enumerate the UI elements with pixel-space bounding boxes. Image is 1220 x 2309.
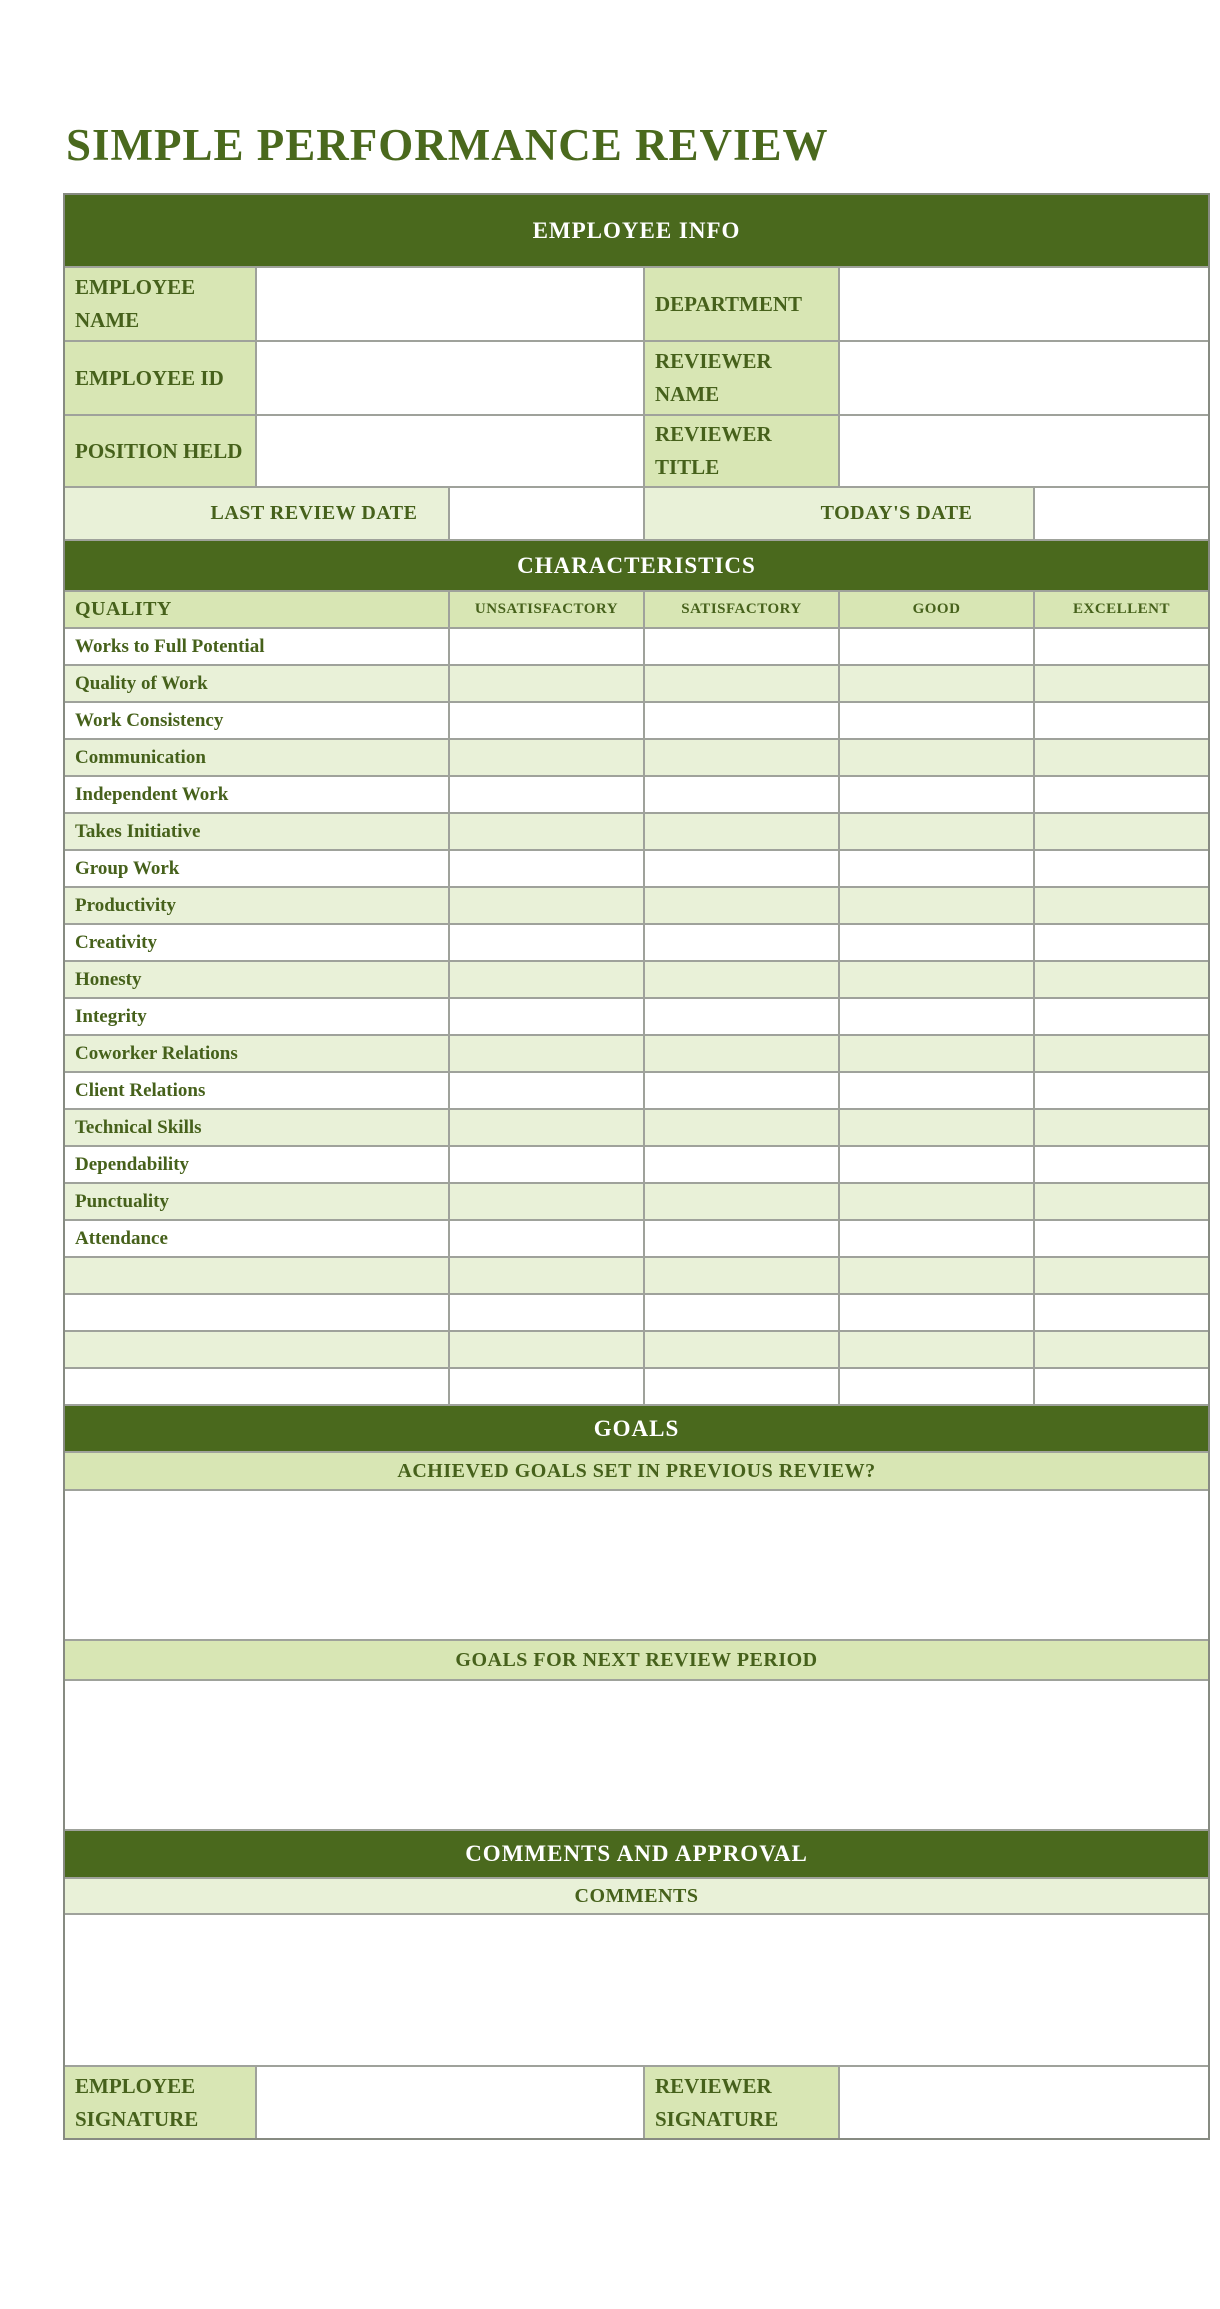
rating-cell-unsatisfactory[interactable] xyxy=(450,703,643,738)
rating-cell-satisfactory[interactable] xyxy=(645,777,838,812)
department-field[interactable] xyxy=(840,268,1208,340)
rating-cell-excellent[interactable] xyxy=(1035,1147,1208,1182)
rating-cell-excellent[interactable] xyxy=(1035,1073,1208,1108)
todays-date-label: TODAY'S DATE xyxy=(645,488,1033,539)
rating-cell-unsatisfactory[interactable] xyxy=(450,888,643,923)
rating-cell-satisfactory[interactable] xyxy=(645,851,838,886)
quality-column-header: QUALITY xyxy=(65,592,448,627)
rating-cell-good[interactable] xyxy=(840,1184,1033,1219)
rating-cell-excellent[interactable] xyxy=(1035,851,1208,886)
reviewer-name-field[interactable] xyxy=(840,342,1208,414)
rating-cell-satisfactory[interactable] xyxy=(645,962,838,997)
comments-field[interactable] xyxy=(65,1915,1208,2065)
characteristic-label: Dependability xyxy=(65,1147,448,1182)
rating-cell-good[interactable] xyxy=(840,740,1033,775)
rating-cell-unsatisfactory[interactable] xyxy=(450,629,643,664)
rating-cell-satisfactory[interactable] xyxy=(645,1221,838,1256)
rating-cell-good[interactable] xyxy=(840,814,1033,849)
characteristic-label: Punctuality xyxy=(65,1184,448,1219)
excellent-column-header: EXCELLENT xyxy=(1035,592,1208,627)
characteristic-label: Honesty xyxy=(65,962,448,997)
rating-cell-unsatisfactory[interactable] xyxy=(450,740,643,775)
rating-cell-unsatisfactory[interactable] xyxy=(450,814,643,849)
page-title: SIMPLE PERFORMANCE REVIEW xyxy=(66,120,829,170)
last-review-date-field[interactable] xyxy=(450,488,643,539)
rating-cell-excellent[interactable] xyxy=(1035,703,1208,738)
rating-cell-excellent[interactable] xyxy=(1035,925,1208,960)
rating-cell-good[interactable] xyxy=(840,925,1033,960)
characteristic-label: Coworker Relations xyxy=(65,1036,448,1071)
rating-cell-good[interactable] xyxy=(840,1332,1033,1367)
rating-cell-good[interactable] xyxy=(840,777,1033,812)
rating-cell-excellent[interactable] xyxy=(1035,1369,1208,1404)
rating-cell-good[interactable] xyxy=(840,888,1033,923)
rating-cell-satisfactory[interactable] xyxy=(645,925,838,960)
characteristic-label: Group Work xyxy=(65,851,448,886)
rating-cell-satisfactory[interactable] xyxy=(645,1369,838,1404)
next-goals-banner: GOALS FOR NEXT REVIEW PERIOD xyxy=(65,1641,1208,1679)
characteristic-label: Productivity xyxy=(65,888,448,923)
rating-cell-good[interactable] xyxy=(840,1258,1033,1293)
characteristic-label: Work Consistency xyxy=(65,703,448,738)
characteristic-label: Creativity xyxy=(65,925,448,960)
satisfactory-column-header: SATISFACTORY xyxy=(645,592,838,627)
rating-cell-good[interactable] xyxy=(840,962,1033,997)
employee-id-field[interactable] xyxy=(257,342,643,414)
rating-cell-satisfactory[interactable] xyxy=(645,888,838,923)
reviewer-name-label: REVIEWER NAME xyxy=(645,342,838,414)
characteristic-label: Quality of Work xyxy=(65,666,448,701)
characteristic-label: Takes Initiative xyxy=(65,814,448,849)
rating-cell-satisfactory[interactable] xyxy=(645,629,838,664)
goals-header: GOALS xyxy=(65,1406,1208,1451)
rating-cell-unsatisfactory[interactable] xyxy=(450,925,643,960)
position-held-label: POSITION HELD xyxy=(65,416,255,486)
rating-cell-satisfactory[interactable] xyxy=(645,1036,838,1071)
rating-cell-excellent[interactable] xyxy=(1035,1036,1208,1071)
department-label: DEPARTMENT xyxy=(645,268,838,340)
rating-cell-good[interactable] xyxy=(840,629,1033,664)
rating-cell-good[interactable] xyxy=(840,666,1033,701)
rating-cell-good[interactable] xyxy=(840,1369,1033,1404)
rating-cell-good[interactable] xyxy=(840,703,1033,738)
rating-cell-unsatisfactory[interactable] xyxy=(450,1184,643,1219)
next-goals-field[interactable] xyxy=(65,1681,1208,1829)
rating-cell-satisfactory[interactable] xyxy=(645,666,838,701)
characteristic-label: Communication xyxy=(65,740,448,775)
rating-cell-unsatisfactory[interactable] xyxy=(450,1258,643,1293)
characteristics-header: CHARACTERISTICS xyxy=(65,541,1208,590)
comments-banner: COMMENTS xyxy=(65,1879,1208,1913)
unsatisfactory-column-header: UNSATISFACTORY xyxy=(450,592,643,627)
rating-cell-excellent[interactable] xyxy=(1035,999,1208,1034)
characteristic-label xyxy=(65,1258,448,1293)
employee-name-field[interactable] xyxy=(257,268,643,340)
rating-cell-satisfactory[interactable] xyxy=(645,999,838,1034)
rating-cell-good[interactable] xyxy=(840,999,1033,1034)
performance-review-form xyxy=(63,193,1210,2140)
rating-cell-unsatisfactory[interactable] xyxy=(450,1295,643,1330)
rating-cell-satisfactory[interactable] xyxy=(645,740,838,775)
rating-cell-unsatisfactory[interactable] xyxy=(450,1036,643,1071)
rating-cell-excellent[interactable] xyxy=(1035,629,1208,664)
rating-cell-excellent[interactable] xyxy=(1035,1332,1208,1367)
characteristic-label: Works to Full Potential xyxy=(65,629,448,664)
characteristic-label xyxy=(65,1332,448,1367)
rating-cell-unsatisfactory[interactable] xyxy=(450,999,643,1034)
reviewer-signature-field[interactable] xyxy=(840,2067,1208,2138)
rating-cell-good[interactable] xyxy=(840,1036,1033,1071)
rating-cell-unsatisfactory[interactable] xyxy=(450,1221,643,1256)
rating-cell-good[interactable] xyxy=(840,851,1033,886)
comments-approval-header: COMMENTS AND APPROVAL xyxy=(65,1831,1208,1877)
rating-cell-excellent[interactable] xyxy=(1035,1221,1208,1256)
rating-cell-satisfactory[interactable] xyxy=(645,1110,838,1145)
employee-signature-label: EMPLOYEE SIGNATURE xyxy=(65,2067,255,2138)
reviewer-title-label: REVIEWER TITLE xyxy=(645,416,838,486)
reviewer-signature-label: REVIEWER SIGNATURE xyxy=(645,2067,838,2138)
rating-cell-excellent[interactable] xyxy=(1035,740,1208,775)
employee-signature-field[interactable] xyxy=(257,2067,643,2138)
rating-cell-excellent[interactable] xyxy=(1035,777,1208,812)
good-column-header: GOOD xyxy=(840,592,1033,627)
rating-cell-good[interactable] xyxy=(840,1147,1033,1182)
rating-cell-good[interactable] xyxy=(840,1073,1033,1108)
rating-cell-satisfactory[interactable] xyxy=(645,1295,838,1330)
rating-cell-satisfactory[interactable] xyxy=(645,1147,838,1182)
position-held-field[interactable] xyxy=(257,416,643,486)
rating-cell-satisfactory[interactable] xyxy=(645,814,838,849)
rating-cell-good[interactable] xyxy=(840,1221,1033,1256)
rating-cell-unsatisfactory[interactable] xyxy=(450,962,643,997)
rating-cell-unsatisfactory[interactable] xyxy=(450,1332,643,1367)
achieved-goals-banner: ACHIEVED GOALS SET IN PREVIOUS REVIEW? xyxy=(65,1453,1208,1489)
rating-cell-excellent[interactable] xyxy=(1035,1295,1208,1330)
last-review-date-label: LAST REVIEW DATE xyxy=(65,488,448,539)
rating-cell-unsatisfactory[interactable] xyxy=(450,851,643,886)
rating-cell-excellent[interactable] xyxy=(1035,1110,1208,1145)
achieved-goals-field[interactable] xyxy=(65,1491,1208,1639)
rating-cell-unsatisfactory[interactable] xyxy=(450,1110,643,1145)
characteristic-label xyxy=(65,1295,448,1330)
rating-cell-satisfactory[interactable] xyxy=(645,1073,838,1108)
rating-cell-satisfactory[interactable] xyxy=(645,1258,838,1293)
rating-cell-good[interactable] xyxy=(840,1110,1033,1145)
rating-cell-unsatisfactory[interactable] xyxy=(450,666,643,701)
rating-cell-excellent[interactable] xyxy=(1035,888,1208,923)
rating-cell-satisfactory[interactable] xyxy=(645,703,838,738)
rating-cell-unsatisfactory[interactable] xyxy=(450,1147,643,1182)
rating-cell-unsatisfactory[interactable] xyxy=(450,1369,643,1404)
rating-cell-unsatisfactory[interactable] xyxy=(450,1073,643,1108)
rating-cell-good[interactable] xyxy=(840,1295,1033,1330)
reviewer-title-field[interactable] xyxy=(840,416,1208,486)
employee-id-label: EMPLOYEE ID xyxy=(65,342,255,414)
characteristic-label: Client Relations xyxy=(65,1073,448,1108)
characteristic-label: Attendance xyxy=(65,1221,448,1256)
characteristic-label: Technical Skills xyxy=(65,1110,448,1145)
rating-cell-excellent[interactable] xyxy=(1035,1258,1208,1293)
employee-name-label: EMPLOYEE NAME xyxy=(65,268,255,340)
rating-cell-excellent[interactable] xyxy=(1035,1184,1208,1219)
todays-date-field[interactable] xyxy=(1035,488,1208,539)
rating-cell-excellent[interactable] xyxy=(1035,666,1208,701)
rating-cell-satisfactory[interactable] xyxy=(645,1184,838,1219)
rating-cell-excellent[interactable] xyxy=(1035,962,1208,997)
rating-cell-excellent[interactable] xyxy=(1035,814,1208,849)
characteristic-label: Independent Work xyxy=(65,777,448,812)
characteristic-label: Integrity xyxy=(65,999,448,1034)
rating-cell-unsatisfactory[interactable] xyxy=(450,777,643,812)
employee-info-header: EMPLOYEE INFO xyxy=(65,195,1208,266)
rating-cell-satisfactory[interactable] xyxy=(645,1332,838,1367)
characteristic-label xyxy=(65,1369,448,1404)
